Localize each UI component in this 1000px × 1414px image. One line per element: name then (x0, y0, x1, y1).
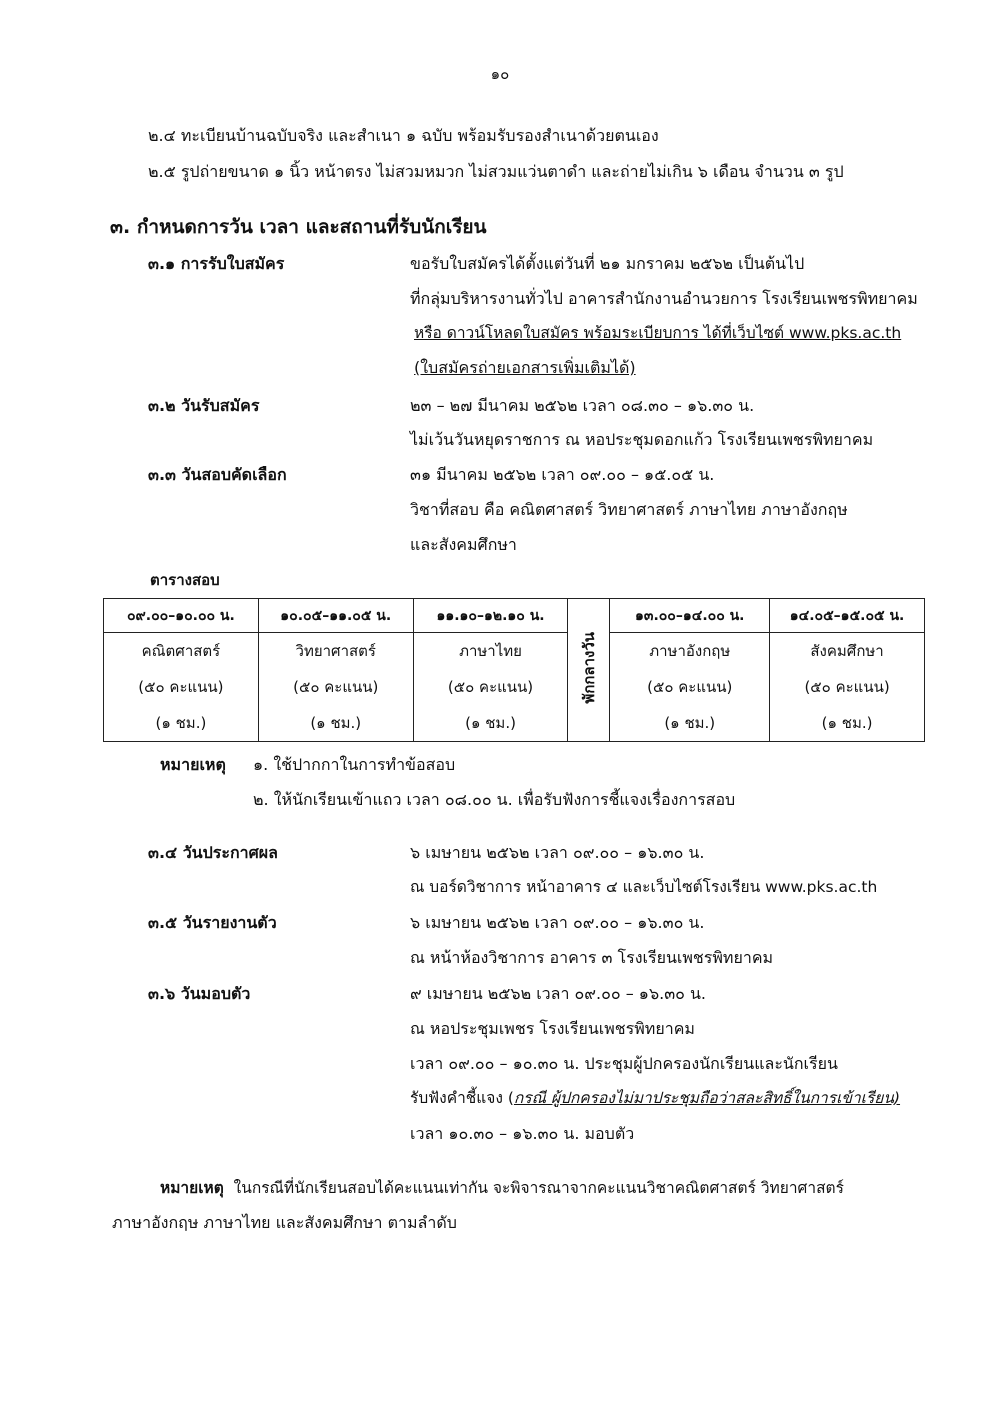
item-2-5: ๒.๕ รูปถ่ายขนาด ๑ นิ้ว หน้าตรง ไม่สวมหมวก ไม่สวมแว่นตาดำ และถ่ายไม่เกิน ๖ เดือน จำนวน ๓ รูป (148, 162, 844, 181)
note2-line2: ภาษาอังกฤษ ภาษาไทย และสังคมศึกษา ตามลำดับ (112, 1213, 457, 1232)
note1-item2: ๒. ให้นักเรียนเข้าแถว เวลา ๐๘.๐๐ น. เพื่อรับฟังการชี้แจงเรื่องการสอบ (253, 790, 736, 809)
section-3-title: ๓. กำหนดการวัน เวลา และสถานที่รับนักเรียน (110, 216, 487, 238)
subject: วิทยาศาสตร์ (295, 642, 376, 660)
s31-line1: ขอรับใบสมัครได้ตั้งแต่วันที่ ๒๑ มกราคม ๒๕๖๒ เป็นต้นไป (410, 254, 805, 273)
s36-line4-emphasis: กรณี ผู้ปกครองไม่มาประชุมถือว่าสละสิทธิ์ในการเข้าเรียน) (513, 1089, 901, 1107)
page-number: ๑๐ (490, 65, 510, 83)
s36-line4 (410, 1088, 900, 1108)
score: (๕๐ คะแนน) (293, 678, 379, 696)
exam-cell-4 (610, 633, 770, 742)
s36-label: ๓.๖ วันมอบตัว (148, 984, 251, 1003)
duration: (๑ ชม.) (821, 714, 873, 732)
s35-line1: ๖ เมษายน ๒๕๖๒ เวลา ๐๙.๐๐ – ๑๖.๓๐ น. (410, 913, 705, 932)
schedule-body-row (104, 633, 925, 742)
s33-line3: และสังคมศึกษา (410, 535, 517, 554)
time-slot-5: ๑๔.๐๕–๑๕.๐๕ น. (770, 599, 925, 633)
subject: ภาษาอังกฤษ (649, 642, 731, 660)
exam-cell-3 (413, 633, 568, 742)
item-2-4: ๒.๔ ทะเบียนบ้านฉบับจริง และสำเนา ๑ ฉบับ พร้อมรับรองสำเนาด้วยตนเอง (148, 126, 659, 145)
subject: คณิตศาสตร์ (141, 642, 221, 660)
s34-line2: ณ บอร์ดวิชาการ หน้าอาคาร ๔ และเว็บไซต์โรงเรียน www.pks.ac.th (410, 878, 878, 896)
score: (๕๐ คะแนน) (447, 678, 534, 696)
exam-cell-2 (258, 633, 413, 742)
subject: สังคมศึกษา (810, 642, 884, 660)
s31-line4: (ใบสมัครถ่ายเอกสารเพิ่มเติมได้) (414, 358, 636, 377)
s36-line1: ๙ เมษายน ๒๕๖๒ เวลา ๐๙.๐๐ – ๑๖.๓๐ น. (410, 984, 707, 1003)
duration: (๑ ชม.) (465, 714, 516, 732)
lunch-break-label: พักกลางวัน (579, 632, 598, 704)
time-slot-3: ๑๑.๑๐–๑๒.๑๐ น. (413, 599, 568, 633)
s32-line2: ไม่เว้นวันหยุดราชการ ณ หอประชุมดอกแก้ว โรงเรียนเพชรพิทยาคม (410, 430, 874, 449)
s33-line2: วิชาที่สอบ คือ คณิตศาสตร์ วิทยาศาสตร์ ภาษาไทย ภาษาอังกฤษ (410, 500, 848, 519)
subject: ภาษาไทย (459, 642, 522, 660)
time-slot-4: ๑๓.๐๐–๑๔.๐๐ น. (610, 599, 770, 633)
s36-line2: ณ หอประชุมเพชร โรงเรียนเพชรพิทยาคม (410, 1019, 695, 1038)
s31-line2: ที่กลุ่มบริหารงานทั่วไป อาคารสำนักงานอำนวยการ โรงเรียนเพชรพิทยาคม (410, 289, 918, 308)
s32-label: ๓.๒ วันรับสมัคร (148, 396, 260, 415)
time-slot-1: ๐๙.๐๐–๑๐.๐๐ น. (104, 599, 259, 633)
note2-line1 (160, 1178, 844, 1198)
duration: (๑ ชม.) (310, 714, 362, 732)
schedule-header-row (104, 599, 925, 633)
exam-cell-5 (770, 633, 925, 742)
s36-line3: เวลา ๐๙.๐๐ – ๑๐.๓๐ น. ประชุมผู้ปกครองนักเรียนและนักเรียน (410, 1054, 838, 1073)
note1-item1: ๑. ใช้ปากกาในการทำข้อสอบ (253, 755, 456, 774)
score: (๕๐ คะแนน) (647, 678, 733, 696)
exam-schedule-table (103, 598, 925, 742)
s36-line5: เวลา ๑๐.๓๐ – ๑๖.๓๐ น. มอบตัว (410, 1124, 635, 1143)
time-slot-2: ๑๐.๐๕–๑๑.๐๕ น. (258, 599, 413, 633)
lunch-break-cell (568, 599, 610, 742)
note2-label: หมายเหตุ (160, 1179, 224, 1197)
duration: (๑ ชม.) (155, 714, 207, 732)
note1-label: หมายเหตุ (160, 755, 226, 774)
score: (๕๐ คะแนน) (804, 678, 890, 696)
s31-download-link[interactable]: หรือ ดาวน์โหลดใบสมัคร พร้อมระเบียบการ ได้ที่เว็บไซต์ www.pks.ac.th (414, 324, 902, 342)
note2-text: ในกรณีที่นักเรียนสอบได้คะแนนเท่ากัน จะพิจารณาจากคะแนนวิชาคณิตศาสตร์ วิทยาศาสตร์ (233, 1179, 844, 1197)
score: (๕๐ คะแนน) (138, 678, 224, 696)
s35-label: ๓.๕ วันรายงานตัว (148, 913, 277, 932)
s34-label: ๓.๔ วันประกาศผล (148, 843, 278, 862)
s35-line2: ณ หน้าห้องวิชาการ อาคาร ๓ โรงเรียนเพชรพิทยาคม (410, 948, 774, 967)
s34-line1: ๖ เมษายน ๒๕๖๒ เวลา ๐๙.๐๐ – ๑๖.๓๐ น. (410, 843, 705, 862)
duration: (๑ ชม.) (664, 714, 716, 732)
schedule-title: ตารางสอบ (150, 571, 220, 589)
s33-line1: ๓๑ มีนาคม ๒๕๖๒ เวลา ๐๙.๐๐ – ๑๕.๐๕ น. (410, 465, 715, 484)
s31-label: ๓.๑ การรับใบสมัคร (148, 254, 285, 273)
exam-cell-1 (104, 633, 259, 742)
s36-line4-prefix: รับฟังคำชี้แจง ( (410, 1089, 514, 1107)
s32-line1: ๒๓ – ๒๗ มีนาคม ๒๕๖๒ เวลา ๐๘.๓๐ – ๑๖.๓๐ น. (410, 396, 755, 415)
s33-label: ๓.๓ วันสอบคัดเลือก (148, 465, 287, 484)
